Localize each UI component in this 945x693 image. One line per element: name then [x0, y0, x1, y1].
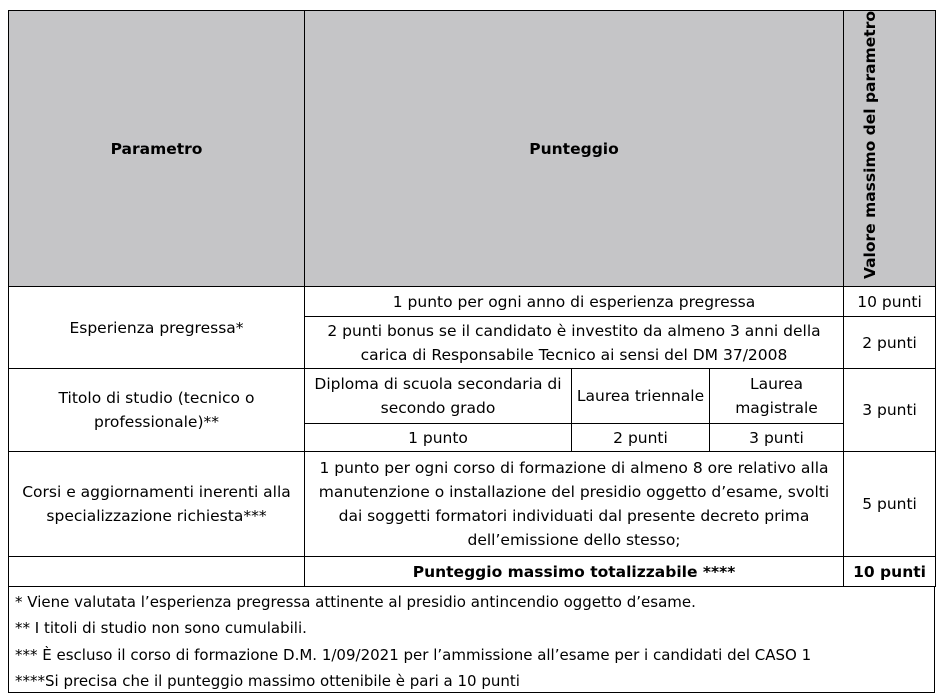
header-punteggio: Punteggio [305, 11, 844, 287]
total-row [9, 557, 936, 587]
footnote-2: ** I titoli di studio non sono cumulabili. [15, 619, 307, 638]
score-esperienza-bonus: 2 punti bonus se il candidato è investito da almeno 3 anni della carica di Responsabile Tecnico ai sensi del DM 37/2008 [305, 317, 844, 369]
score-esperienza-anni: 1 punto per ogni anno di esperienza pregressa [305, 287, 844, 317]
max-titolo: 3 punti [844, 369, 936, 452]
header-parametro: Parametro [9, 11, 305, 287]
scoring-document [8, 10, 935, 690]
scoring-table [8, 10, 936, 587]
total-empty-cell [9, 557, 305, 587]
header-row [9, 11, 936, 287]
footnote-3: *** È escluso il corso di formazione D.M. 1/09/2021 per l’ammissione all’esame per i candidati del CASO 1 [15, 645, 812, 664]
header-valore-massimo [844, 11, 936, 287]
footnotes [8, 587, 935, 693]
max-corsi: 5 punti [844, 452, 936, 557]
table-row [9, 287, 936, 317]
max-esperienza-anni: 10 punti [844, 287, 936, 317]
titolo-value-diploma: 1 punto [305, 424, 572, 452]
table-row [9, 369, 936, 424]
titolo-value-triennale: 2 punti [572, 424, 710, 452]
max-esperienza-bonus: 2 punti [844, 317, 936, 369]
row-label-esperienza: Esperienza pregressa* [9, 287, 305, 369]
footnote-4: ****Si precisa che il punteggio massimo ottenibile è pari a 10 punti [15, 671, 520, 690]
footnote-1: * Viene valutata l’esperienza pregressa attinente al presidio antincendio oggetto d’esame. [15, 593, 696, 612]
total-label: Punteggio massimo totalizzabile **** [305, 557, 844, 587]
titolo-value-magistrale: 3 punti [710, 424, 844, 452]
row-label-titolo: Titolo di studio (tecnico o professionale)** [9, 369, 305, 452]
row-label-corsi: Corsi e aggiornamenti inerenti alla specializzazione richiesta*** [9, 452, 305, 557]
titolo-option-magistrale: Laurea magistrale [710, 369, 844, 424]
titolo-option-triennale: Laurea triennale [572, 369, 710, 424]
titolo-option-diploma: Diploma di scuola secondaria di secondo grado [305, 369, 572, 424]
header-valore-massimo-label: Valore massimo del parametro [860, 11, 879, 280]
score-corsi: 1 punto per ogni corso di formazione di almeno 8 ore relativo alla manutenzione o installazione del presidio oggetto d’esame, svolti dai soggetti formatori individuati dal presente decreto prima dell’emissione dello stesso; [305, 452, 844, 557]
total-max: 10 punti [844, 557, 936, 587]
table-row [9, 452, 936, 557]
